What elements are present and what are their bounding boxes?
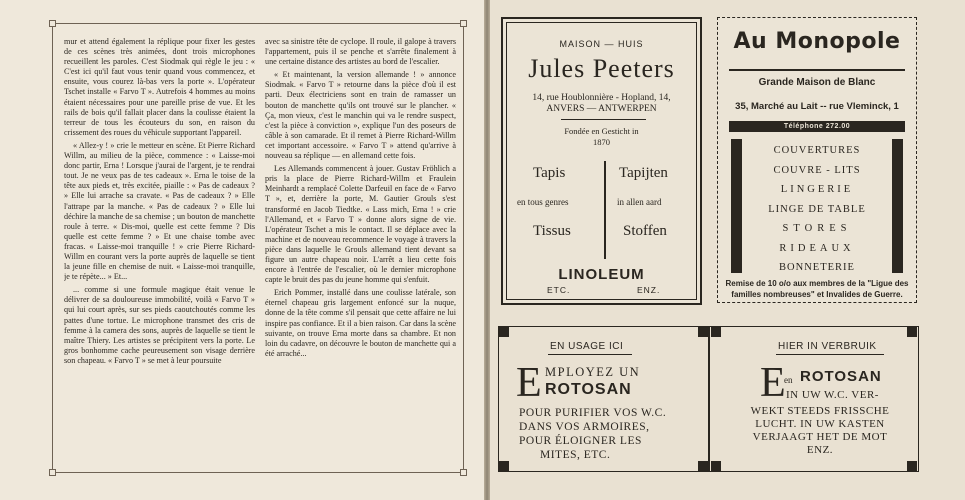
frame-corner [460, 20, 467, 27]
ad-rotosan-nl-line: VERJAAGT HET DE MOT [752, 431, 888, 443]
frame-corner [711, 461, 721, 471]
ad-monopole-items-box [731, 139, 903, 273]
ad-company-name: Jules Peeters [528, 54, 675, 83]
ad-item: COUVERTURES [773, 145, 861, 156]
frame-corner [698, 461, 708, 471]
ad-rotosan-nl-brand: ROTOSAN [800, 368, 882, 385]
heading-underline [776, 354, 884, 355]
ad-monopole-remise [723, 279, 911, 300]
ad-linoleum: LINOLEUM [558, 266, 645, 283]
article-paragraph: ... comme si une formule magique était venue le délivrer de sa douloureuse immobilité, voilà « Farvo T » qui lui court après, sur ses pieds caoutchoutés comme les pattes d'une tortue. Le microphone transmet des cris de femme à la camera des sons, auprès de laquelle se tient le maître Thiery. Les artistes se précipitent vers la porte. Le gros bonhomme cache peureusement son visage derrière son chapeau. « Farvo T » se met à leur poursuite [64, 285, 255, 365]
ad-founded-year: 1870 [593, 137, 610, 147]
ad-rotosan-divider [708, 326, 710, 472]
heading-underline [548, 354, 632, 355]
frame-corner [460, 469, 467, 476]
article-paragraph: Erich Pommer, installé dans une coulisse latérale, son éternel chapeau gris largement enfoncé sur la nuque, donne de la tête comme s'il pensait que cette affaire ne lui inspire pas confiance. Et il a bien raison. Car dans la scène suivante, on trouve Erna morte dans sa chambre. Et non loin du cadavre, on découvre le bouton de manchette qui a été arraché... [265, 288, 456, 358]
decorative-bar [892, 139, 903, 273]
ad-address-line: 14, rue Houblonnière - Hopland, 14, [532, 93, 671, 103]
ad-rotosan-fr-line: DANS VOS ARMOIRES, [519, 421, 650, 433]
ad-rotosan-nl-line: WEKT STEEDS FRISSCHE [750, 405, 890, 417]
article-columns [64, 37, 456, 467]
ad-au-monopole [717, 17, 917, 303]
ad-rotosan-nl-line: IN UW W.C. VER- [786, 389, 879, 401]
divider-rule [729, 69, 905, 71]
article-paragraph: mur et attend également la réplique pour fixer les gestes de ces scènes très animées, dont trois microphones recueillent les paroles. C'est Siodmak qui règle le jeu : « C'est ici qu'il faut vous tenir quand vous commencez, et ensuite, vous courez là-bas vers la porte ». L'opérateur Tschet installe « Farvo T ». Autrefois 4 hommes au moins étaient nécessaires pour une pareille prise de vue. Et les rails de bois qu'il fallait placer dans la coulisse étaient la terreur de tous les écouteurs du son, en raison du crissement des roues du véhicule supportant l'appareil. [64, 37, 255, 137]
ad-rotosan-fr-line: MPLOYEZ UN [545, 365, 641, 379]
decorative-bar [731, 139, 742, 273]
ad-remise-line: Remise de 10 o/o aux membres de la "Ligue des [725, 279, 909, 288]
ad-rotosan-fr-brand: ROTOSAN [545, 381, 632, 398]
ad-tapijten: Tapijten [619, 165, 668, 181]
divider-rule [561, 119, 646, 120]
ad-stoffen: Stoffen [623, 223, 667, 239]
grid-divider [604, 161, 606, 259]
ad-rotosan-fr-line: POUR ÉLOIGNER LES [519, 435, 642, 447]
ad-rotosan-nl-en: en [784, 375, 793, 385]
ad-founded [503, 126, 700, 148]
ad-monopole-phone: Téléphone 272.00 [729, 121, 905, 132]
article-column-1 [64, 37, 255, 467]
ad-address [509, 93, 694, 115]
ad-item: STORES [782, 223, 852, 234]
article-column-2 [265, 37, 456, 467]
article-paragraph: avec sa sinistre tête de cyclope. Il roule, il galope à travers l'appartement, puis il se penche et s'arrête finalement à une certaine distance des artistes au bord de l'escalier. [265, 37, 456, 67]
frame-corner [711, 327, 721, 337]
ad-monopole-subtitle: Grande Maison de Blanc [758, 77, 876, 88]
frame-corner [499, 461, 509, 471]
ad-rotosan-nl-line: ENZ. [806, 444, 834, 456]
frame-corner [49, 20, 56, 27]
article-paragraph: Les Allemands commencent à jouer. Gustav Fröhlich a pris la place de Pierre Richard-Willm et Fraulein Meinhardt a remplacé Colette Darfeuil en face de « Farvo T », et, derrière la porte, M. Gautier Grouls s'est transformé en Jacob Tiedtke. « Lass mich, Erna ! » crie l'Allemand, et « Farvo T » donne alors signe de vie. L'opérateur Tschet a mis le contact. Il se déplace avec la machine et de nouveau recommence le voyage à travers la pièce dans laquelle le Grouls allemand tient devant sa figure un autre chapeau noir. L'arrêt a lieu cette fois encore à l'entrée de l'escalier, où le dernier microphone capte le bruit des pas du jeune homme qui s'enfuit. [265, 164, 456, 285]
ad-en-tous-genres: en tous genres [517, 197, 569, 207]
ad-jules-peeters [501, 17, 702, 305]
ad-rotosan-fr-heading: EN USAGE ICI [550, 341, 624, 352]
ad-rotosan-nl-initial: E [760, 360, 786, 406]
frame-corner [499, 327, 509, 337]
frame-corner [49, 469, 56, 476]
ad-rotosan-fr-line: POUR PURIFIER VOS W.C. [519, 407, 667, 419]
ad-monopole-title: Au Monopole [733, 29, 901, 54]
ad-in-allen-aard: in allen aard [617, 197, 662, 207]
ad-etc: ETC. [547, 285, 571, 295]
ad-item: RIDEAUX [779, 242, 855, 254]
ad-monopole-items [747, 141, 887, 278]
ad-item: COUVRE - LITS [773, 164, 861, 176]
ad-rotosan-fr-initial: E [516, 360, 542, 406]
frame-corner [907, 461, 917, 471]
ad-item: LINGE DE TABLE [768, 203, 866, 215]
ad-maison-label: MAISON — HUIS [559, 39, 644, 49]
ad-address-city: ANVERS — ANTWERPEN [546, 104, 657, 114]
ad-founded-label: Fondée en Gesticht in [564, 126, 639, 136]
ad-tissus: Tissus [533, 223, 571, 239]
article-paragraph: « Et maintenant, la version allemande ! » annonce Siodmak. « Farvo T » retourne dans la pièce d'où il est parti. Deux électriciens sont en train de ramasser un bouton de manchette qu'ils ont trouvé sur le plancher. « Ça, mon vieux, c'est le manchin qui va le rendre suspect, c'est la pièce à conviction », explique l'un des poseurs de câble à son camarade. Et il remet à Pierre Richard-Willm cet important accessoire. « Farvo T » attend qu'arrive à nouveau sa réplique — en allemand cette fois. [265, 70, 456, 161]
ad-rotosan-nl-line: LUCHT. IN UW KASTEN [755, 418, 885, 430]
ad-monopole-address: 35, Marché au Lait -- rue Vleminck, 1 [735, 101, 899, 112]
ad-item: LINGERIE [780, 184, 854, 195]
ad-rotosan-nl-heading: HIER IN VERBRUIK [778, 341, 877, 352]
ad-item: BONNETERIE [779, 262, 855, 273]
ad-enz: ENZ. [637, 285, 661, 295]
frame-corner [698, 327, 708, 337]
frame-corner [907, 327, 917, 337]
ad-tapis: Tapis [533, 165, 566, 181]
ad-product-grid [513, 161, 690, 259]
article-paragraph: « Allez-y ! » crie le metteur en scène. Et Pierre Richard Willm, au milieu de la pièce, commence : « Laisse-moi donc partir, Erna ! Lorsque j'aurai de l'argent, je te rendrai tout. Je ne veux pas de tes cadeaux ». Erna le toise de la tête aux pieds et, très excitée, piaille : « Pas de cadeaux ? » Elle lui arrache sa cravate. « Pas de cadeaux ? » Elle l'attrape par la manche. « Pas de cadeaux ? » Elle lui déchire la manche de sa chemise ; un bouton de manchette roule à terre. « Dis-moi, quelle est cette femme ? Dis quelle est cette femme ? » Et une chaise tombe avec fracas. « Laisse-moi tranquille ! » crie Pierre Richard-Willm en courant vers la porte auprès de laquelle se tient la jeune fille en chemise de nuit. « Laisse-moi tranquille, je te répète... » Et... [64, 140, 255, 282]
ad-remise-line: familles nombreuses" et Invalides de Guerre. [731, 289, 903, 299]
ad-rotosan-fr-line: MITES, ETC. [540, 449, 611, 461]
